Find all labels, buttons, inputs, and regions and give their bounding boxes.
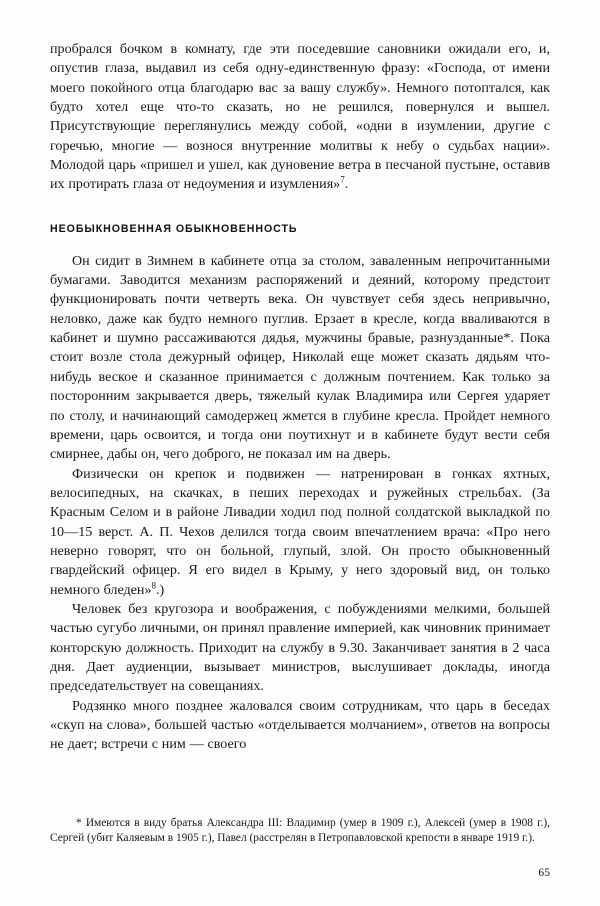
footnote-ref-7: 7: [340, 174, 345, 185]
footnote-block: [50, 816, 550, 847]
paragraph-3: Человек без кругозора и воображения, с побуждениями мелкими, большей частью сугубо личными, он принял правление империей, как чиновник принимает конторскую должность. Приходит на службу в 9.30. Заканчивает занятия в 2 часа дня. Дает аудиенции, вызывает министров, выслушивает доклады, иногда председательствует на совещаниях.: [50, 600, 550, 695]
paragraph-4: Родзянко много позднее жаловался своим сотрудникам, что царь в беседах «скуп на слова», большей частью «отделывается молчанием», ответов на вопросы не дает; встречи с ним — своего: [50, 697, 550, 753]
paragraph-opening-tail: .: [344, 176, 349, 193]
footnote-text: * Имеются в виду братья Александра III: Владимир (умер в 1909 г.), Алексей (умер в 1908 г.), Сергей (убит Каляевым в 1905 г.), Павел (расстрелян в Петропавловской крепости в январе 1919 г.).: [50, 817, 550, 845]
main-text-column: [50, 40, 550, 755]
section-heading: НЕОБЫКНОВЕННАЯ ОБЫКНОВЕННОСТЬ: [50, 222, 298, 235]
paragraph-2-tail: .): [156, 581, 165, 598]
paragraph-opening: [50, 40, 550, 195]
paragraph-2: [50, 465, 550, 600]
footnote-ref-8: 8: [151, 579, 157, 590]
page-number: 65: [538, 866, 550, 879]
paragraph-opening-text: пробрался бочком в комнату, где эти поседевшие сановники ожидали его, и, опустив глаза, выдавил из себя одну-единственную фразу: «Господа, от имени моего покойного отца благодарю вас за вашу службу». Немного потоптался, как будто хотел еще что-то сказать, но не решился, повернулся и вышел. Присутствующие переглянулись между собой, «одни в изумлении, другие с горечью, многие — вознося внутренние молитвы к небу о судьбах нации». Молодой царь «пришел и ушел, как дуновение ветра в песчаной пустыне, оставив их протирать глаза от недоумения и изумления»: [50, 41, 550, 193]
paragraph-1: Он сидит в Зимнем в кабинете отца за столом, заваленным непрочитанными бумагами. Заводится механизм распоряжений и деяний, которому предстоит функционировать почти четверть века. Он чувствует себя здесь непривычно, неловко, даже как будто немного пуглив. Ерзает в кресле, когда вваливаются в кабинет и шумно рассаживаются дядья, мужчины бравые, разнузданные*. Пока стоит возле стола дежурный офицер, Николай еще может сказать дядьям что-нибудь веское и сказанное принимается с должным почтением. Как только за посторонним закрывается дверь, тяжелый кулак Владимира или Сергея ударяет по столу, и начинающий самодержец жмется в глубине кресла. Пройдет немного времени, царь освоится, и тогда они поутихнут и в кабинете будут вести себя смирнее, дабы он, чего доброго, не показал им на дверь.: [50, 252, 550, 463]
paragraph-2-text: Физически он крепок и подвижен — натренирован в гонках яхтных, велосипедных, на скачках, в пеших переходах и ружейных стрельбах. (За Красным Селом и в районе Ливадии ходил под полной солдатской выкладкой по 10—15 верст. А. П. Чехов делился тогда своим впечатлением врача: «Про него неверно говорят, что он больной, глупый, злой. Он просто обыкновенный гвардейский офицер. Я его видел в Крыму, у него здоровый вид, он только немного бледен»: [50, 465, 550, 598]
